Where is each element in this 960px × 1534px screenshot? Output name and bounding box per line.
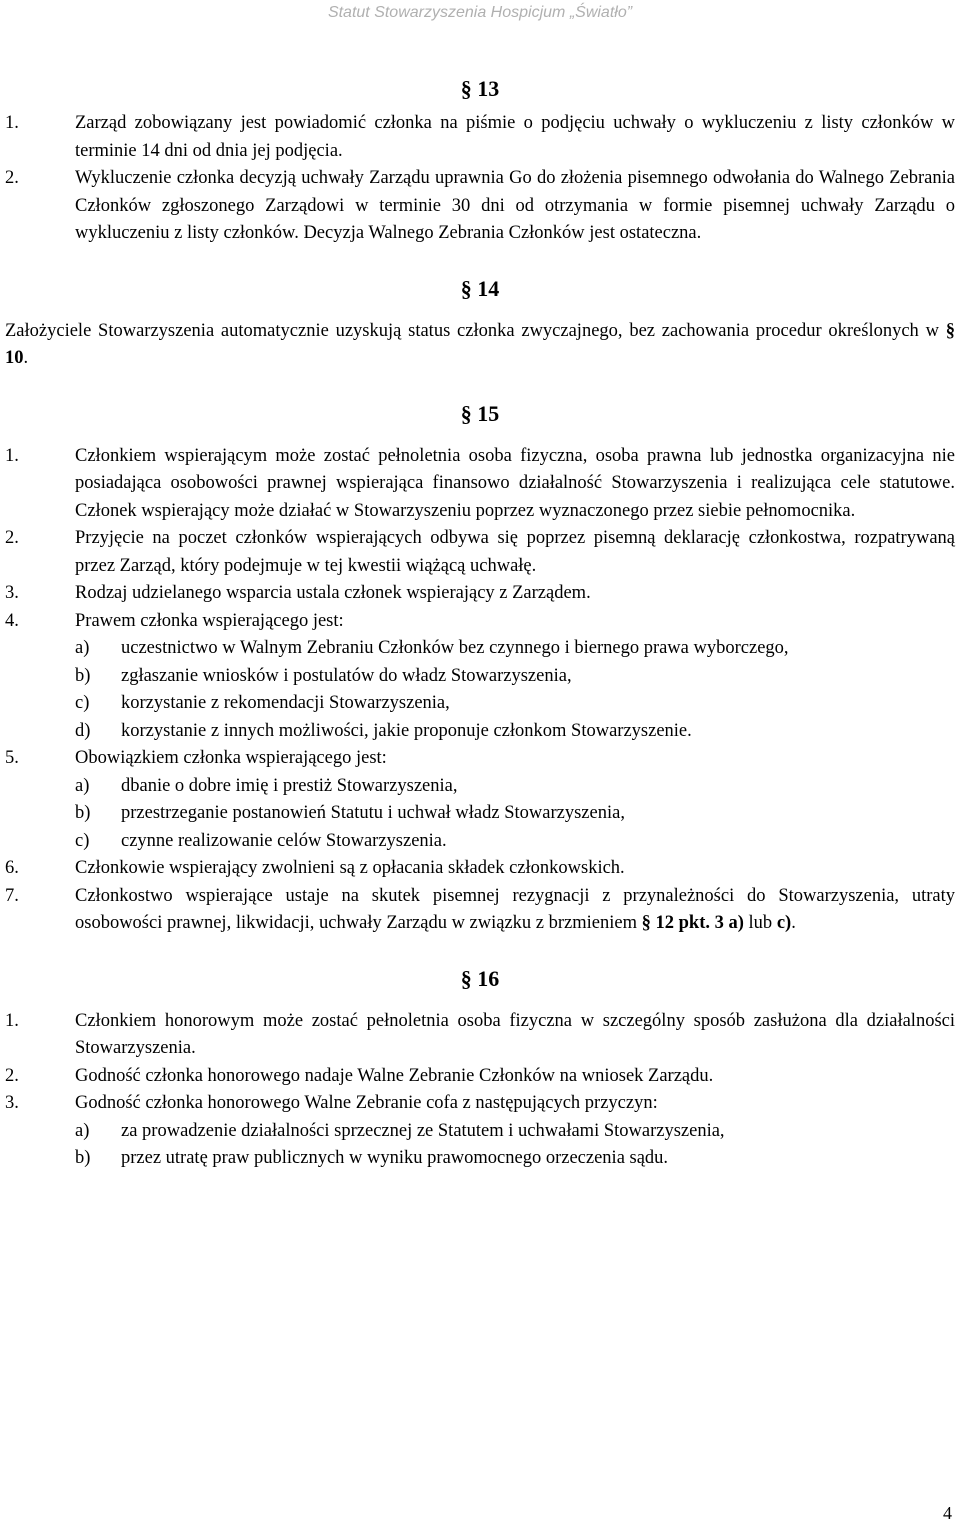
item-text: Rodzaj udzielanego wsparcia ustala członek wspierający z Zarządem. — [75, 583, 591, 603]
section-14-title: § 14 — [460, 275, 500, 301]
sub-text: korzystanie z rekomendacji Stowarzyszenia, — [121, 693, 450, 713]
sub-text: czynne realizowanie celów Stowarzyszenia. — [121, 830, 447, 851]
sub-letter: b) — [75, 665, 91, 686]
item-number: 3. — [5, 1093, 19, 1113]
s16-3-sub-b — [75, 1145, 955, 1173]
section-16-title: § 16 — [460, 965, 500, 991]
sub-letter: b) — [75, 1148, 91, 1168]
sub-text: przez utratę praw publicznych w wyniku prawomocnego orzeczenia sądu. — [121, 1148, 669, 1168]
item-text: Członkiem honorowym może zostać pełnoletnia osoba fizyczna w szczególny sposób zasłużona dla działalności Stowarzyszenia. — [75, 1010, 955, 1058]
sub-letter: c) — [75, 830, 90, 851]
sub-text: korzystanie z innych możliwości, jakie proponuje członkom Stowarzyszenie. — [121, 720, 692, 741]
s15-5-sub-a — [75, 773, 955, 801]
item-text: Zarząd zobowiązany jest powiadomić członka na piśmie o podjęciu uchwały o wykluczeniu z listy członków w terminie 14 dni od dnia jej podjęcia. — [75, 113, 955, 161]
s15-7-ref2: c) — [776, 913, 792, 933]
item-number: 2. — [5, 1065, 19, 1086]
sub-letter: b) — [75, 803, 91, 823]
item-number: 4. — [5, 610, 19, 631]
item-text: Godność członka honorowego Walne Zebranie cofa z następujących przyczyn: — [75, 1093, 658, 1113]
sub-text: zgłaszanie wniosków i postulatów do władz Stowarzyszenia, — [121, 665, 572, 686]
s15-7-text: Członkostwo wspierające ustaje na skutek pisemnej rezygnacji z przynależności do Stowarzyszenia, utraty osobowości prawnej, likwidacji, uchwały Zarządu w związku z brzmieniem — [75, 885, 955, 933]
s14-period: . — [23, 348, 29, 368]
sub-text: za prowadzenie działalności sprzecznej ze Statutem i uchwałami Stowarzyszenia, — [121, 1120, 725, 1141]
item-number: 6. — [5, 858, 19, 878]
s14-ref: § 10 — [5, 320, 955, 368]
s16-item-2 — [5, 1063, 955, 1091]
item-number: 2. — [5, 528, 19, 548]
document-body — [5, 74, 955, 1173]
item-text: Przyjęcie na poczet członków wspierających odbywa się poprzez pisemną deklarację członkostwa, rozpatrywaną przez Zarząd, który podejmuje w tej kwestii wiążącą uchwałę. — [75, 528, 955, 576]
sub-text: dbanie o dobre imię i prestiż Stowarzyszenia, — [121, 775, 458, 796]
section-13-title: § 13 — [460, 76, 500, 101]
s15-4-sub-b — [75, 663, 955, 691]
sub-text: przestrzeganie postanowień Statutu i uchwał władz Stowarzyszenia, — [121, 803, 625, 823]
s15-5-sub-b — [75, 800, 955, 828]
s15-7-ref: § 12 pkt. 3 a) — [641, 913, 744, 933]
s15-4-sub-c — [75, 690, 955, 718]
item-number: 1. — [5, 113, 19, 133]
item-text — [75, 883, 955, 938]
s14-paragraph — [5, 318, 955, 373]
item-text: Obowiązkiem członka wspierającego jest: — [75, 748, 387, 768]
s15-item-5 — [5, 745, 955, 855]
sub-text: uczestnictwo w Walnym Zebraniu Członków bez czynnego i biernego prawa wyborczego, — [121, 638, 789, 658]
sub-letter: d) — [75, 720, 91, 741]
page-number: 4 — [943, 1503, 952, 1523]
item-number: 1. — [5, 445, 19, 466]
s15-4-sub-a — [75, 635, 955, 663]
section-15-title: § 15 — [460, 400, 500, 426]
sub-letter: a) — [75, 775, 90, 796]
s16-item-1 — [5, 1008, 955, 1063]
s16-item-3 — [5, 1090, 955, 1173]
item-text: Członkowie wspierający zwolnieni są z opłacania składek członkowskich. — [75, 858, 625, 878]
s14-text: Założyciele Stowarzyszenia automatycznie uzyskują status członka zwyczajnego, bez zachowania procedur określonych w — [5, 320, 946, 341]
s15-item-2 — [5, 525, 955, 580]
running-header: Statut Stowarzyszenia Hospicjum „Światło” — [327, 4, 633, 21]
s15-5-sub-c — [75, 828, 955, 856]
s15-item-1 — [5, 443, 955, 526]
s13-item-2 — [5, 165, 955, 248]
item-text: Wykluczenie członka decyzją uchwały Zarządu uprawnia Go do złożenia pisemnego odwołania do Walnego Zebrania Członków zgłoszonego Zarządowi w terminie 30 dni od otrzymania w formie pisemnej uchwały Zarządu o wykluczeniu z listy członków. Decyzja Walnego Zebrania Członków jest ostateczna. — [75, 168, 955, 243]
sub-letter: a) — [75, 638, 90, 658]
item-number: 1. — [5, 1010, 19, 1031]
item-number: 5. — [5, 748, 19, 768]
s13-item-1 — [5, 110, 955, 165]
item-text: Godność członka honorowego nadaje Walne Zebranie Członków na wniosek Zarządu. — [75, 1065, 714, 1086]
sub-letter: a) — [75, 1120, 90, 1141]
s15-item-6 — [5, 855, 955, 883]
s15-item-7 — [5, 883, 955, 938]
s15-item-3 — [5, 580, 955, 608]
item-text: Członkiem wspierającym może zostać pełnoletnia osoba fizyczna, osoba prawna lub jednostka organizacyjna nie posiadająca osobowości prawnej wspierająca finansowo działalność Stowarzyszenia i realizująca cele statutowe. Członek wspierający może działać w Stowarzyszeniu poprzez wyznaczonego przez siebie pełnomocnika. — [75, 445, 955, 521]
s16-3-sub-a — [75, 1118, 955, 1146]
s15-7-mid: lub — [743, 913, 777, 933]
item-number: 7. — [5, 885, 19, 906]
s15-4-sub-d — [75, 718, 955, 746]
item-number: 3. — [5, 583, 19, 603]
s15-7-end: . — [791, 913, 796, 933]
item-text: Prawem członka wspierającego jest: — [75, 610, 344, 631]
item-number: 2. — [5, 168, 19, 188]
s15-item-4 — [5, 608, 955, 746]
sub-letter: c) — [75, 693, 90, 713]
